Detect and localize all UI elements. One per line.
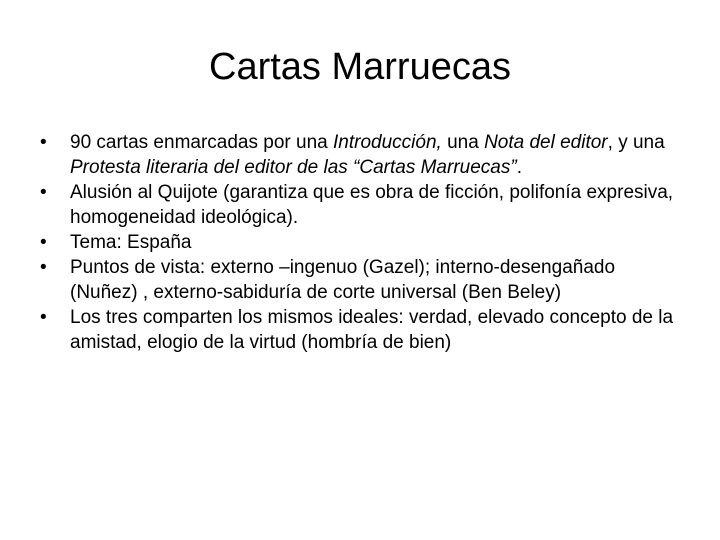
bullet-text: Alusión al Quijote (garantiza que es obra de ficción, polifonía expresiva, homogeneidad ideológica).: [70, 182, 674, 228]
bullet-item: [40, 255, 680, 305]
bullet-text-segment: , y una: [607, 132, 665, 153]
bullet-icon: •: [40, 307, 47, 328]
bullet-item: [40, 130, 680, 180]
bullet-icon: •: [40, 182, 47, 203]
bullet-item: [40, 180, 680, 230]
bullet-text-segment: 90 cartas enmarcadas por una: [70, 132, 333, 153]
bullet-text: Los tres comparten los mismos ideales: verdad, elevado concepto de la amistad, elogio de la virtud (hombría de bien): [70, 307, 674, 353]
bullet-item: [40, 230, 680, 255]
bullet-item: [40, 305, 680, 355]
bullet-text: Puntos de vista: externo –ingenuo (Gazel); interno-desengañado (Nuñez) , externo-sabiduría de corte universal (Ben Beley): [70, 257, 616, 303]
bullet-text: Tema: España: [70, 232, 192, 253]
bullet-text-segment: una: [441, 132, 485, 153]
bullet-text-italic-segment: Introducción,: [333, 132, 442, 153]
bullet-list: [40, 130, 680, 355]
bullet-icon: •: [40, 132, 47, 153]
slide-title: Cartas Marruecas: [209, 46, 511, 88]
bullet-icon: •: [40, 257, 47, 278]
bullet-text-segment: .: [516, 157, 522, 178]
bullet-text-italic-segment: Nota del editor: [484, 132, 608, 153]
bullet-icon: •: [40, 232, 47, 253]
bullet-text: [70, 130, 680, 180]
bullet-text-italic-segment: Protesta literaria del editor de las “Cartas Marruecas”: [70, 157, 517, 178]
